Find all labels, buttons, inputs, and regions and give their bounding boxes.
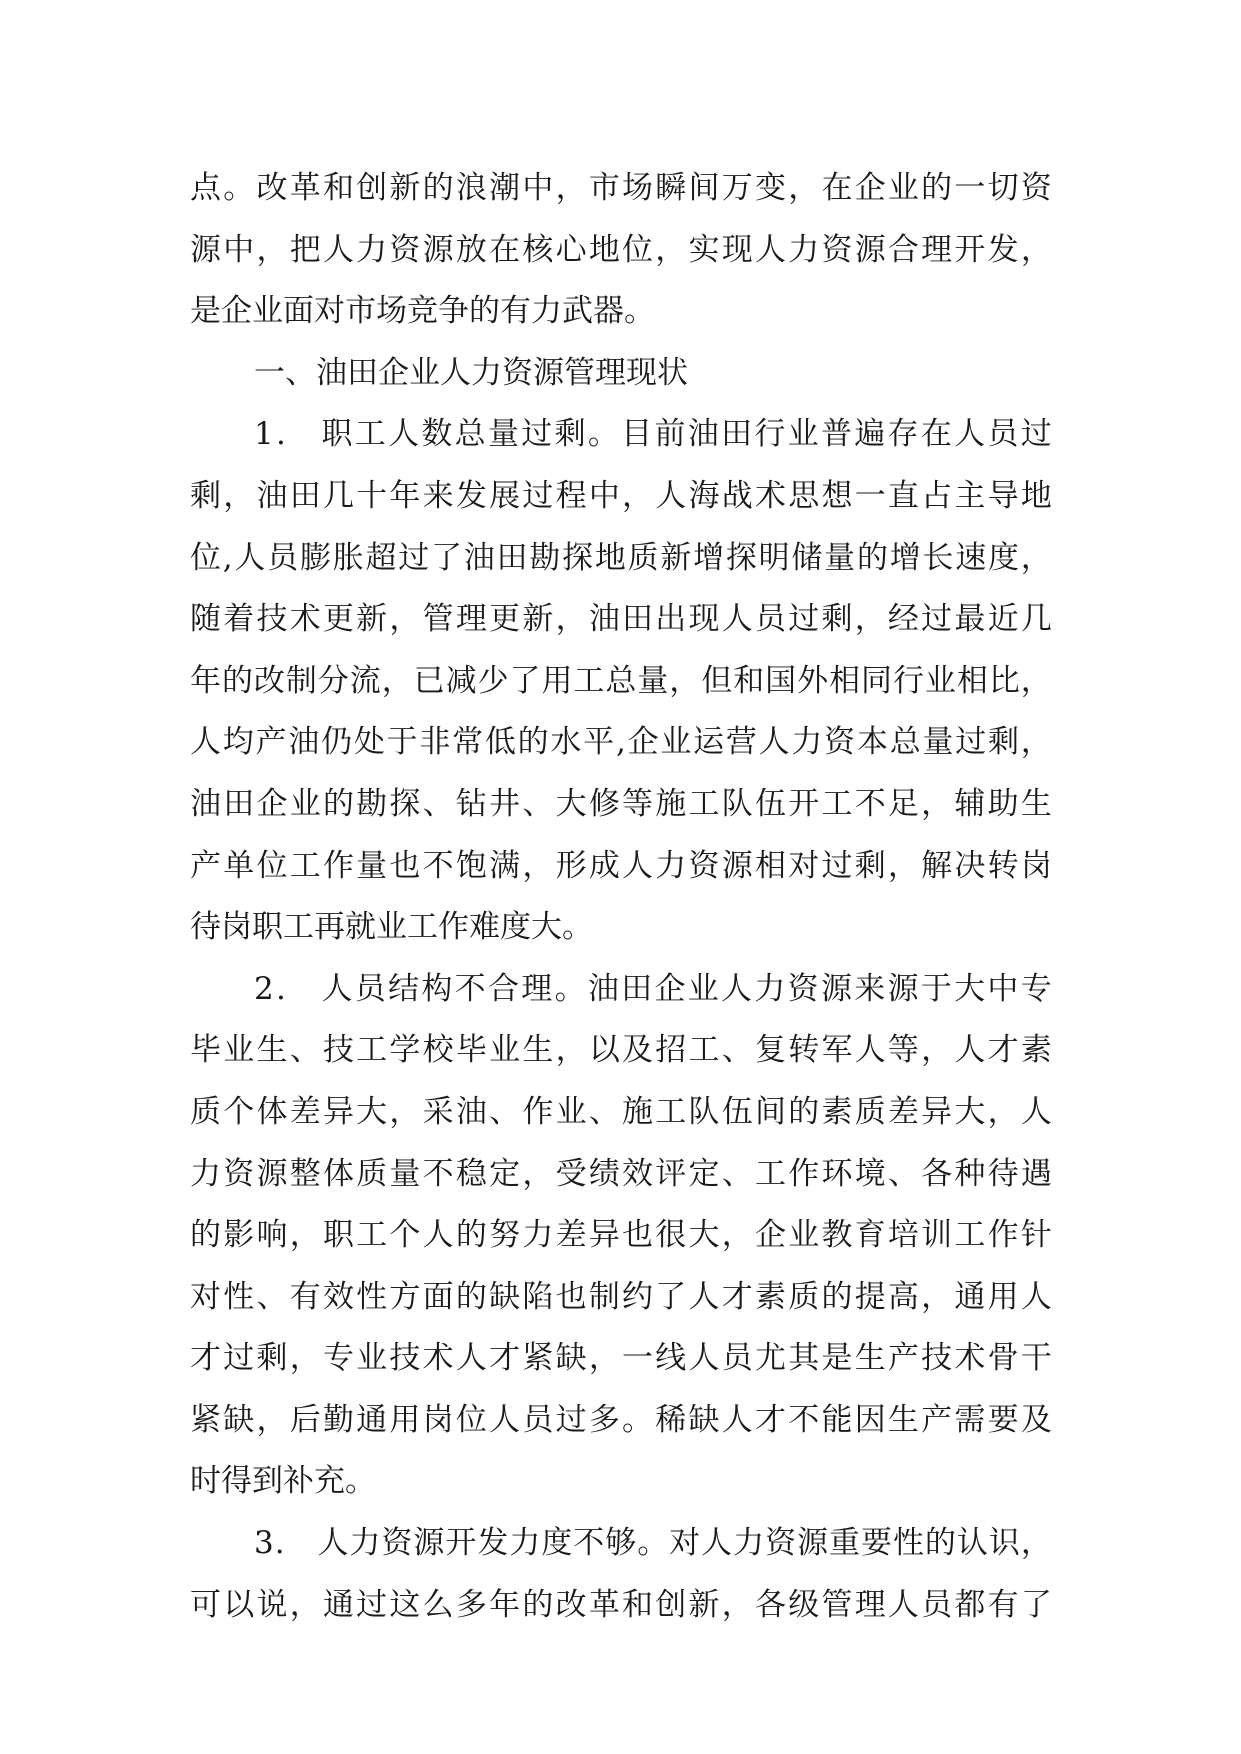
text-line: 3 . 人 力 资 源 开 发 力 度 不 够 。 对 人 力 资 源 重 要 性 的 认 识 ， (254, 1525, 1052, 1562)
text-line: 是企业面对市场竞争的有力武器。 (190, 293, 655, 330)
text-line: 的 影 响 ， 职 工 个 人 的 努 力 差 异 也 很 大 ， 企 业 教 育 培 训 工 作 针 (190, 1217, 1052, 1254)
text-line: 剩 ， 油 田 几 十 年 来 发 展 过 程 中 ， 人 海 战 术 思 想 一 直 占 主 导 地 (190, 477, 1052, 514)
document-page (190, 158, 1052, 1636)
text-line: 质 个 体 差 异 大 ， 采 油 、 作 业 、 施 工 队 伍 间 的 素 质 差 异 大 ， 人 (190, 1093, 1052, 1130)
text-line: 随 着 技 术 更 新 ， 管 理 更 新 ， 油 田 出 现 人 员 过 剩 ， 经 过 最 近 几 (190, 601, 1052, 638)
text-line: 才 过 剩 ， 专 业 技 术 人 才 紧 缺 ， 一 线 人 员 尤 其 是 生 产 技 术 骨 干 (190, 1340, 1052, 1377)
text-line: 点 。 改 革 和 创 新 的 浪 潮 中 ， 市 场 瞬 间 万 变 ， 在 企 业 的 一 切 资 (190, 170, 1052, 206)
text-line: 源 中 ， 把 人 力 资 源 放 在 核 心 地 位 ， 实 现 人 力 资 源 合 理 开 发 ， (190, 231, 1052, 268)
section-heading: 一、油田企业人力资源管理现状 (254, 354, 688, 391)
text-line: 年 的 改 制 分 流 ， 已 减 少 了 用 工 总 量 ， 但 和 国 外 相 同 行 业 相 比 ， (190, 662, 1052, 699)
text-line: 1 . 职 工 人 数 总 量 过 剩 。 目 前 油 田 行 业 普 遍 存 在 人 员 过 (254, 416, 1052, 453)
text-line: 力 资 源 整 体 质 量 不 稳 定 ， 受 绩 效 评 定 、 工 作 环 境 、 各 种 待 遇 (190, 1155, 1052, 1192)
text-line: 紧 缺 ， 后 勤 通 用 岗 位 人 员 过 多 。 稀 缺 人 才 不 能 因 生 产 需 要 及 (190, 1401, 1052, 1438)
text-line: 2 . 人 员 结 构 不 合 理 。 油 田 企 业 人 力 资 源 来 源 于 大 中 专 (254, 970, 1052, 1007)
text-line: 对 性 、 有 效 性 方 面 的 缺 陷 也 制 约 了 人 才 素 质 的 提 高 ， 通 用 人 (190, 1278, 1052, 1315)
text-line: 可 以 说 ， 通 过 这 么 多 年 的 改 革 和 创 新 ， 各 级 管 理 人 员 都 有 了 (190, 1586, 1052, 1623)
text-line: 时得到补充。 (190, 1463, 376, 1500)
text-line: 毕 业 生 、 技 工 学 校 毕 业 生 ， 以 及 招 工 、 复 转 军 人 等 ， 人 才 素 (190, 1032, 1052, 1069)
text-line: 油 田 企 业 的 勘 探 、 钻 井 、 大 修 等 施 工 队 伍 开 工 不 足 ， 辅 助 生 (190, 785, 1052, 822)
text-line: 位 , 人 员 膨 胀 超 过 了 油 田 勘 探 地 质 新 增 探 明 储 量 的 增 长 速 度 ， (190, 539, 1052, 576)
text-line: 产 单 位 工 作 量 也 不 饱 满 ， 形 成 人 力 资 源 相 对 过 剩 ， 解 决 转 岗 (190, 847, 1052, 884)
text-line: 待岗职工再就业工作难度大。 (190, 909, 593, 946)
text-line: 人 均 产 油 仍 处 于 非 常 低 的 水 平 , 企 业 运 营 人 力 资 本 总 量 过 剩 ， (190, 724, 1052, 761)
